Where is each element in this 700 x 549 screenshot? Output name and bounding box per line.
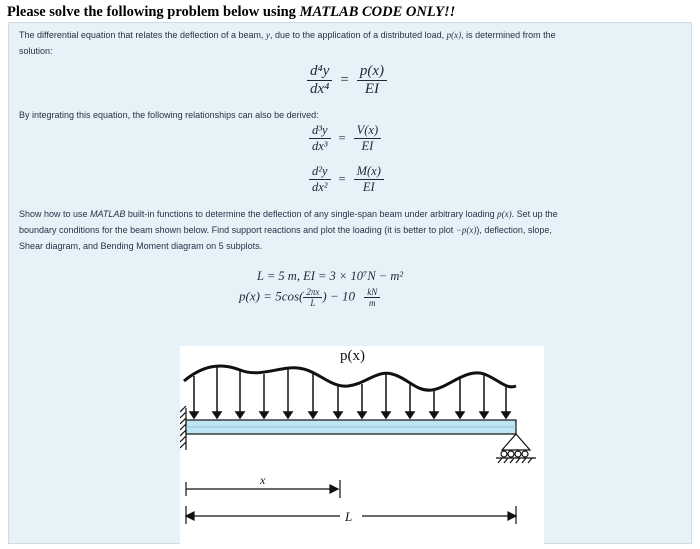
task-paragraph (19, 206, 683, 254)
equation-2nd-derivative (309, 164, 384, 195)
given-values-line1 (257, 269, 403, 284)
pin-support (496, 434, 536, 463)
eq2-lhs-num: d³y (309, 123, 331, 139)
task-text-1b: built-in functions to determine the deflection of any single-span beam under arbitrary loading (125, 209, 498, 219)
heading (7, 4, 455, 21)
intro-text-3: , is determined from the (461, 30, 556, 40)
heading-emphasis: MATLAB CODE ONLY!! (299, 4, 456, 20)
eq1-equals: = (340, 72, 349, 88)
given-p-prefix: p(x) = 5cos( (239, 288, 304, 304)
load-curve (184, 366, 516, 390)
eq2-lhs-den: dx³ (312, 139, 328, 153)
eq1-lhs-num: d⁴y (307, 63, 332, 81)
eq2-rhs-num: V(x) (354, 123, 382, 139)
intro-var-y: y (266, 30, 270, 40)
given-L-EI: L = 5 m, EI = 3 × 10⁷N − m² (257, 269, 404, 283)
task-text-3: Shear diagram, and Bending Moment diagram on 5 subplots. (19, 241, 263, 251)
given-values-line2 (239, 287, 380, 308)
beam-diagram (180, 346, 544, 544)
eq2-rhs-den: EI (361, 139, 374, 153)
x-label: x (260, 473, 266, 487)
given-frac-den: L (310, 298, 316, 308)
eq3-lhs-den: dx² (312, 180, 328, 194)
given-unit-num: kN (364, 287, 380, 298)
eq3-rhs-num: M(x) (354, 164, 384, 180)
eq1-rhs-num: p(x) (357, 63, 387, 81)
task-matlab: MATLAB (90, 209, 126, 219)
L-label: L (345, 509, 353, 524)
eq1-rhs-den: EI (364, 81, 379, 97)
equation-3rd-derivative (309, 123, 381, 154)
intro-var-px: p(x) (446, 30, 462, 40)
heading-text: Please solve the following problem below using (7, 4, 300, 20)
task-var-px: p(x) (497, 209, 512, 219)
load-label: p(x) (340, 348, 365, 364)
intro-text-1: The differential equation that relates the deflection of a beam, (19, 30, 266, 40)
beam-figure (180, 346, 544, 544)
given-frac-num: 2πx (303, 287, 322, 298)
eq1-lhs-den: dx⁴ (310, 81, 330, 97)
task-neg-px: −p(x) (455, 225, 477, 235)
integrating-sentence: By integrating this equation, the following relationships can also be derived: (19, 110, 319, 120)
integrating-text (19, 107, 319, 123)
task-text-1a: Show how to use (19, 209, 91, 219)
eq2-equals: = (338, 131, 346, 145)
task-text-2b: ), deflection, slope, (476, 225, 552, 235)
intro-paragraph (19, 27, 679, 59)
given-p-suffix: ) − 10 (322, 288, 355, 304)
task-text-1c: . Set up the (511, 209, 558, 219)
equation-4th-derivative (307, 63, 387, 98)
task-text-2a: boundary conditions for the beam shown below. Find support reactions and plot the loading (it is better to plot (19, 225, 456, 235)
load-arrows (190, 366, 510, 418)
intro-text-line2: solution: (19, 46, 53, 56)
eq3-lhs-num: d²y (309, 164, 331, 180)
intro-text-2: , due to the application of a distributed load, (270, 30, 447, 40)
eq3-rhs-den: EI (362, 180, 375, 194)
eq3-equals: = (338, 172, 346, 186)
fixed-support (180, 406, 186, 450)
given-unit-den: m (368, 298, 376, 308)
